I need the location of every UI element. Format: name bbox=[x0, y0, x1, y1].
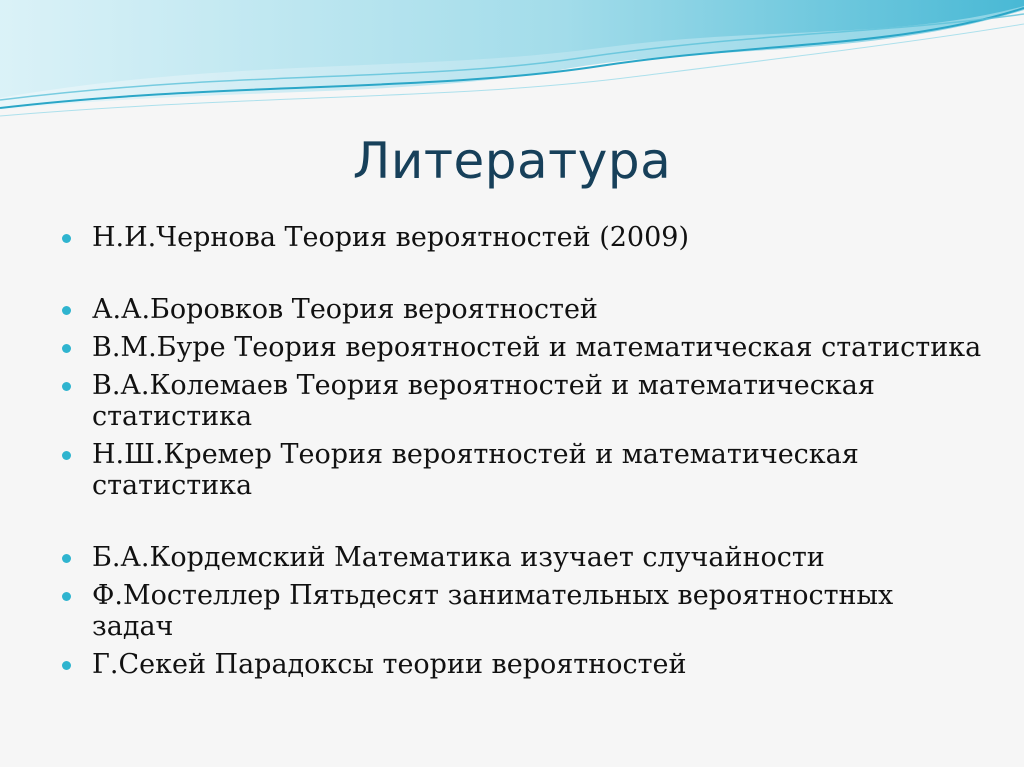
bullet-icon bbox=[62, 554, 71, 563]
list-item bbox=[62, 332, 982, 363]
list-item-text: Ф.Мостеллер Пятьдесят занимательных вероятностных задач bbox=[92, 580, 894, 642]
list-item bbox=[62, 222, 982, 253]
header-wave-decoration bbox=[0, 0, 1024, 130]
list-item-text: Б.А.Кордемский Математика изучает случайности bbox=[92, 542, 825, 573]
bullet-icon bbox=[62, 382, 71, 391]
list-item bbox=[62, 649, 982, 680]
list-item bbox=[62, 580, 982, 642]
list-item-text: Н.И.Чернова Теория вероятностей (2009) bbox=[92, 222, 689, 253]
list-item bbox=[62, 294, 982, 325]
bullet-icon bbox=[62, 451, 71, 460]
list-item bbox=[62, 542, 982, 573]
literature-list bbox=[62, 222, 982, 680]
bullet-icon bbox=[62, 592, 71, 601]
bullet-icon bbox=[62, 661, 71, 670]
slide-title: Литература bbox=[352, 132, 672, 190]
bullet-icon bbox=[62, 234, 71, 243]
list-item bbox=[62, 370, 982, 432]
bullet-icon bbox=[62, 344, 71, 353]
list-item-text: В.М.Буре Теория вероятностей и математическая статистика bbox=[92, 332, 982, 363]
list-item-text: А.А.Боровков Теория вероятностей bbox=[92, 294, 598, 325]
bullet-icon bbox=[62, 306, 71, 315]
list-item-text: В.А.Колемаев Теория вероятностей и математическая статистика bbox=[92, 370, 875, 432]
list-item-text: Г.Секей Парадоксы теории вероятностей bbox=[92, 649, 687, 680]
list-item-text: Н.Ш.Кремер Теория вероятностей и математическая статистика bbox=[92, 439, 859, 501]
list-item bbox=[62, 439, 982, 501]
